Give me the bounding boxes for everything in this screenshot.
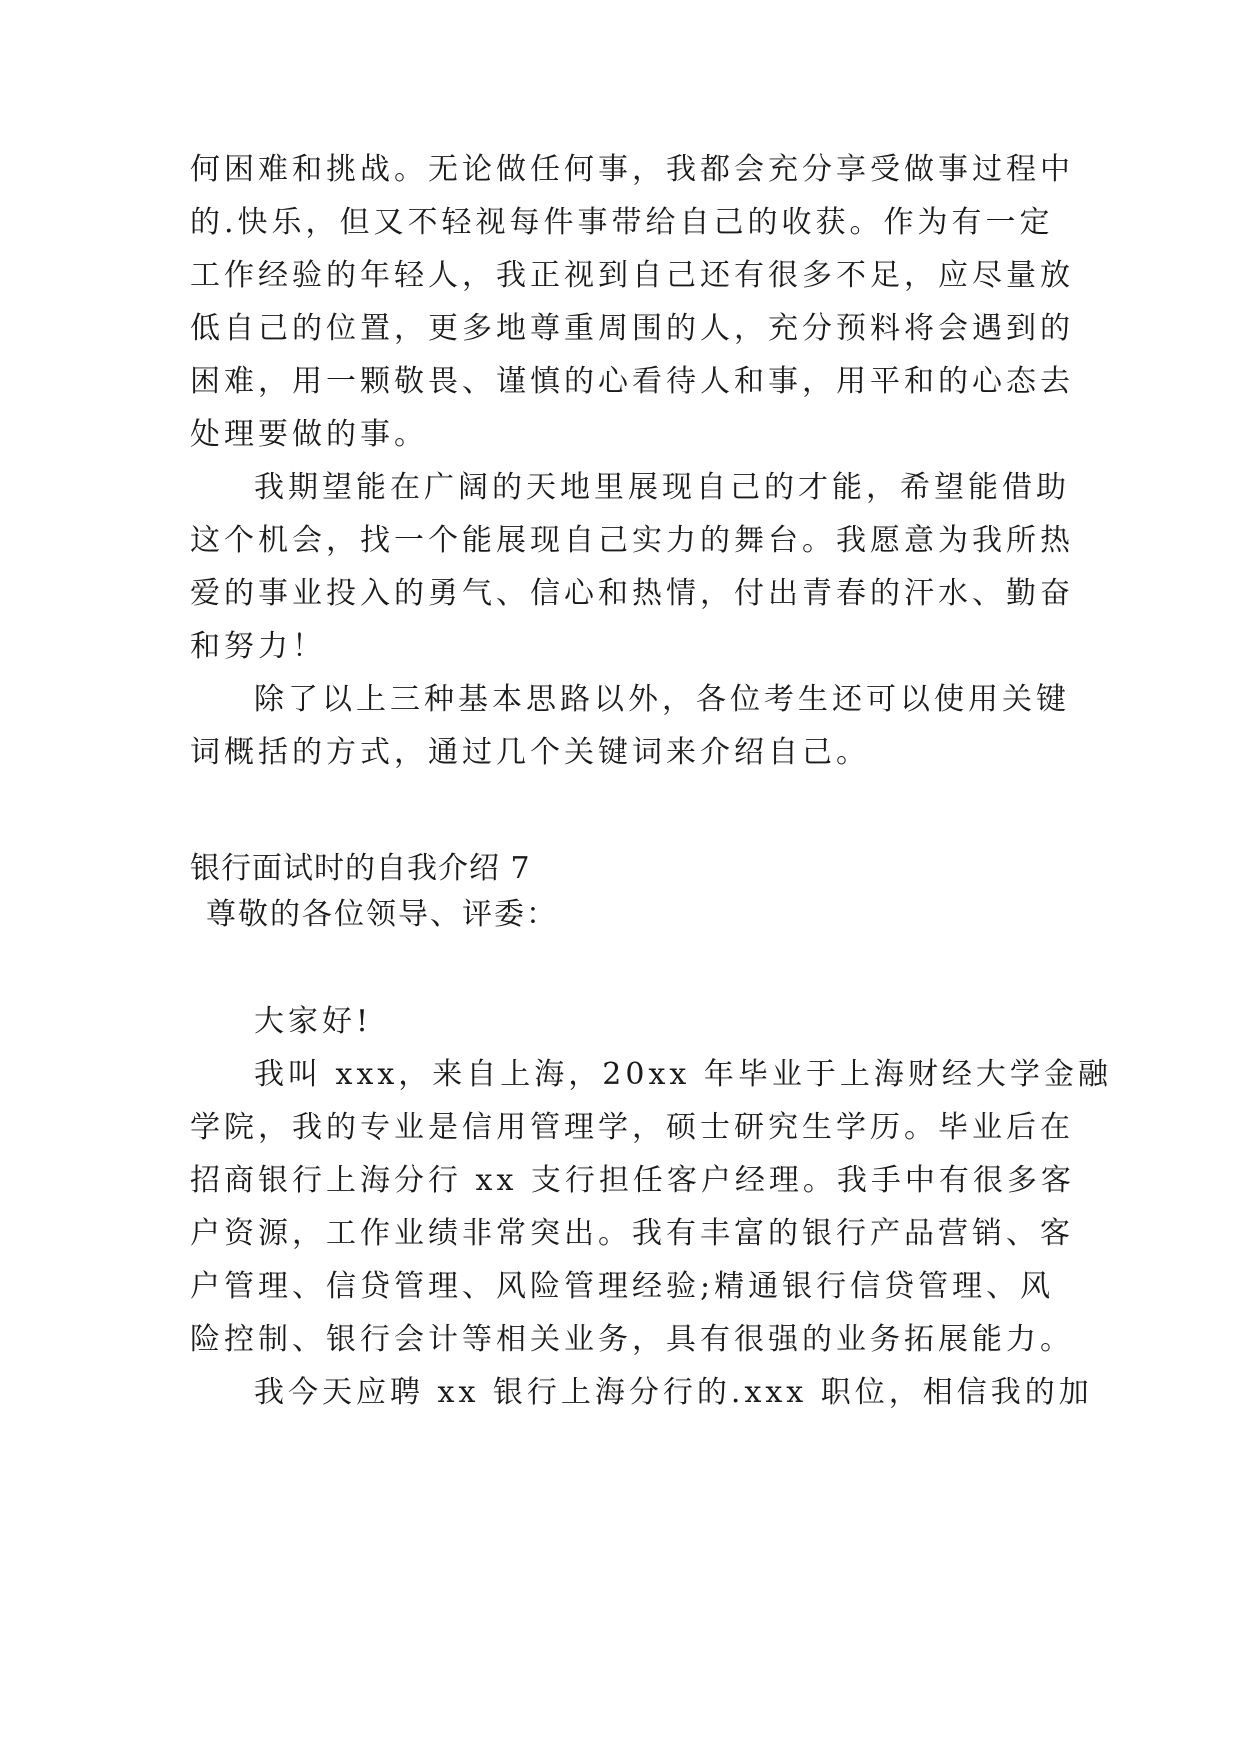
paragraph-line: 我叫 xxx，来自上海，20xx 年毕业于上海财经大学金融 — [254, 1057, 1112, 1092]
paragraph-line: 低自己的位置，更多地尊重周围的人，充分预料将会遇到的 — [190, 311, 1074, 346]
greeting: 大家好! — [254, 1004, 373, 1039]
paragraph-line: 工作经验的年轻人，我正视到自己还有很多不足，应尽量放 — [190, 258, 1074, 293]
paragraph-line: 险控制、银行会计等相关业务，具有很强的业务拓展能力。 — [190, 1322, 1074, 1357]
paragraph-line: 招商银行上海分行 xx 支行担任客户经理。我手中有很多客 — [190, 1163, 1075, 1198]
paragraph-line: 这个机会，找一个能展现自己实力的舞台。我愿意为我所热 — [190, 523, 1074, 558]
paragraph-line: 我期望能在广阔的天地里展现自己的才能，希望能借助 — [254, 470, 1070, 505]
paragraph-line: 我今天应聘 xx 银行上海分行的.xxx 职位，相信我的加 — [254, 1375, 1093, 1410]
salutation: 尊敬的各位领导、评委： — [206, 897, 558, 932]
paragraph-line: 户管理、信贷管理、风险管理经验;精通银行信贷管理、风 — [190, 1269, 1055, 1304]
paragraph-line: 户资源，工作业绩非常突出。我有丰富的银行产品营销、客 — [190, 1216, 1074, 1251]
paragraph-line: 学院，我的专业是信用管理学，硕士研究生学历。毕业后在 — [190, 1110, 1074, 1145]
paragraph-line: 困难，用一颗敬畏、谨慎的心看待人和事，用平和的心态去 — [190, 364, 1074, 399]
paragraph-line: 何困难和挑战。无论做任何事，我都会充分享受做事过程中 — [190, 152, 1074, 187]
paragraph-line: 词概括的方式，通过几个关键词来介绍自己。 — [190, 735, 870, 770]
section-heading: 银行面试时的自我介绍 7 — [190, 851, 531, 886]
paragraph-line: 处理要做的事。 — [190, 417, 428, 452]
paragraph-line: 爱的事业投入的勇气、信心和热情，付出青春的汗水、勤奋 — [190, 576, 1074, 611]
paragraph-line: 除了以上三种基本思路以外，各位考生还可以使用关键 — [254, 682, 1070, 717]
paragraph-line: 和努力！ — [190, 629, 326, 664]
paragraph-line: 的.快乐，但又不轻视每件事带给自己的收获。作为有一定 — [190, 205, 1054, 240]
